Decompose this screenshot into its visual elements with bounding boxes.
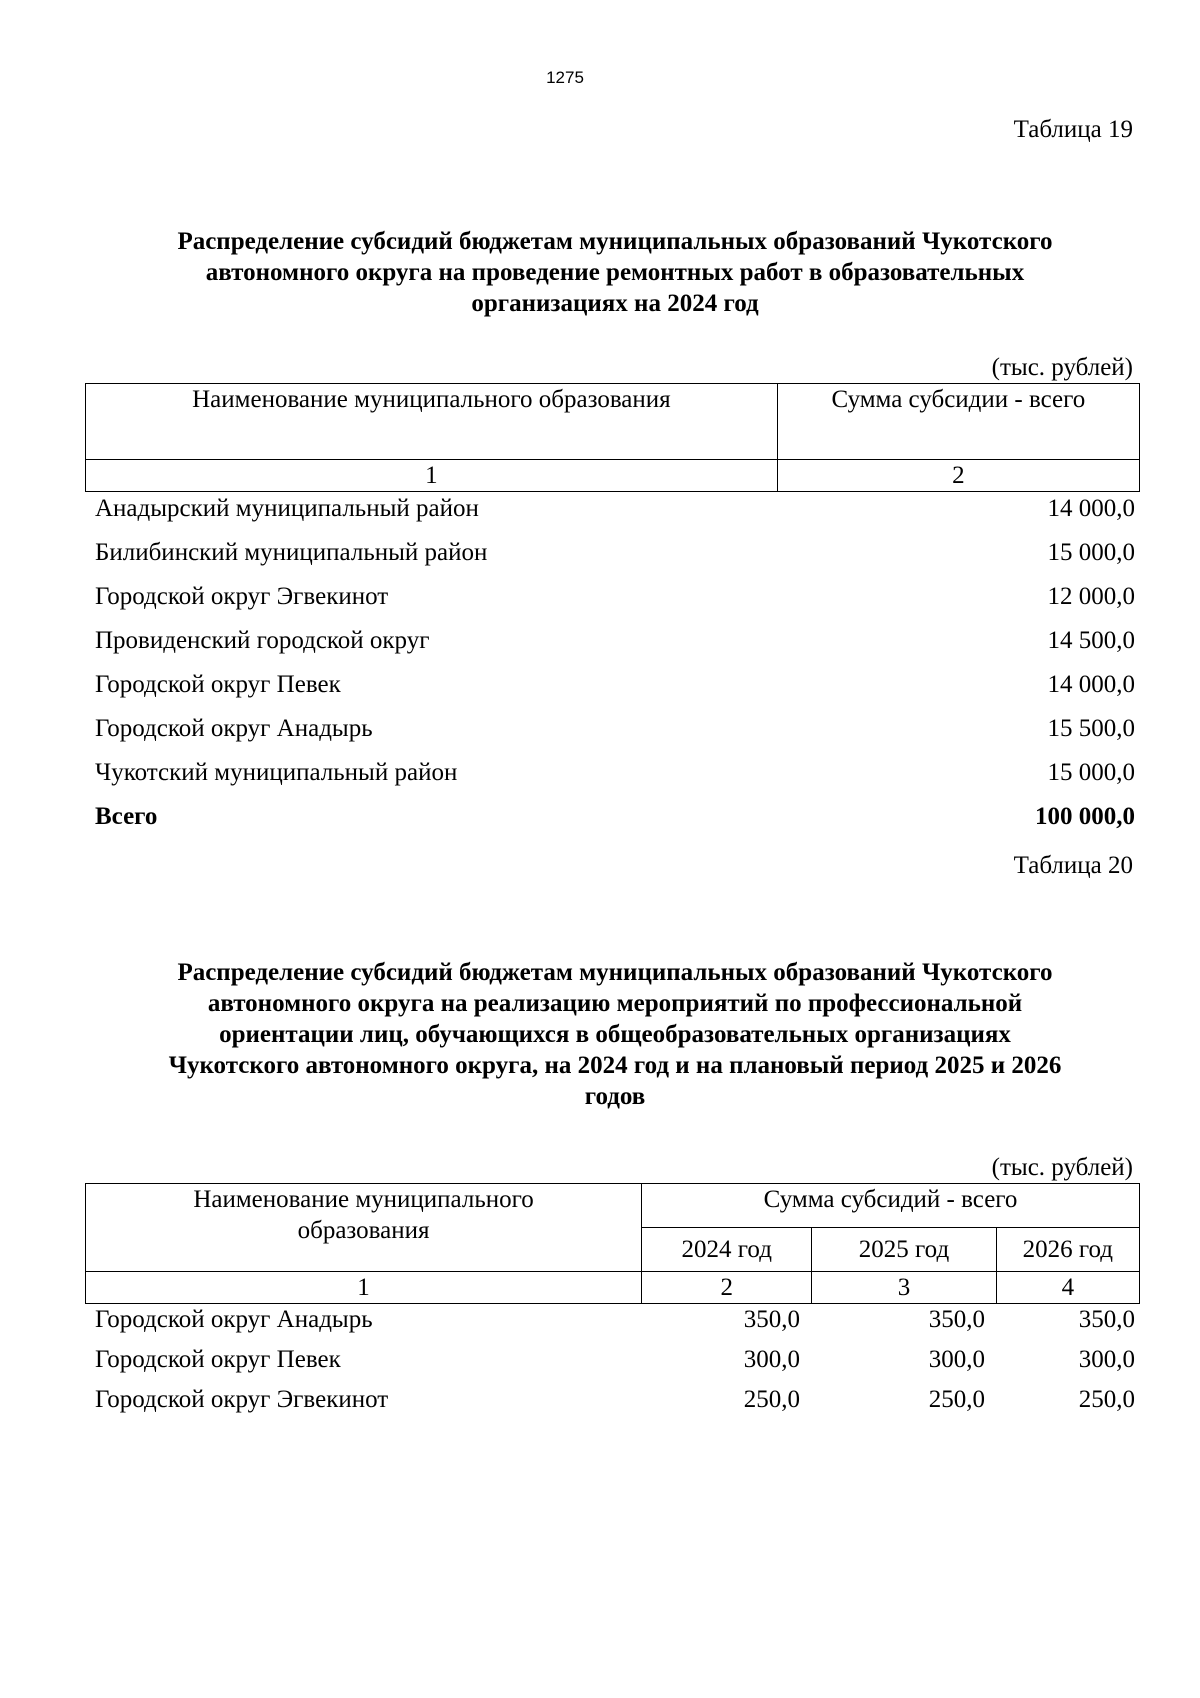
row-value-2024: 250,0: [743, 1386, 800, 1413]
page-number: 1275: [546, 68, 584, 87]
header-col-4: 4: [996, 1272, 1139, 1304]
row-name: Городской округ Анадырь: [95, 1306, 373, 1333]
table-20-label: Таблица 20: [1013, 852, 1133, 879]
header-sum: Сумма субсидии - всего: [777, 384, 1139, 460]
header-sum: Сумма субсидий - всего: [642, 1184, 1140, 1228]
table-19-header: [85, 383, 1140, 492]
title-line: автономного округа на проведение ремонтных работ в образовательных: [205, 259, 1025, 286]
row-name: Городской округ Анадырь: [95, 715, 373, 742]
row-value: 15 000,0: [1047, 759, 1135, 786]
header-col-3: 3: [812, 1272, 996, 1304]
row-name: Провиденский городской округ: [95, 627, 430, 654]
table-row: [95, 531, 1135, 575]
header-name-line: образования: [297, 1217, 430, 1244]
header-year-2026: 2026 год: [996, 1228, 1139, 1272]
row-name: Городской округ Певек: [95, 1346, 341, 1373]
table-row: [95, 751, 1135, 795]
header-col-2: 2: [642, 1272, 812, 1304]
header-name: [86, 1184, 642, 1272]
title-line: Чукотского автономного округа, на 2024 год и на плановый период 2025 и 2026: [168, 1052, 1062, 1079]
row-value-2025: 350,0: [928, 1306, 985, 1333]
table-20-units: (тыс. рублей): [991, 1154, 1133, 1181]
row-value: 15 500,0: [1047, 715, 1135, 742]
row-value: 14 500,0: [1047, 627, 1135, 654]
total-row: [95, 795, 1135, 839]
table-row: [95, 619, 1135, 663]
title-line: организациях на 2024 год: [471, 290, 759, 317]
header-col-1: 1: [86, 1272, 642, 1304]
table-20-header: [85, 1183, 1140, 1304]
header-year-2025: 2025 год: [812, 1228, 996, 1272]
table-row: [95, 487, 1135, 531]
table-19-title: [85, 226, 1145, 319]
table-20-title: [85, 957, 1145, 1112]
total-value: 100 000,0: [1035, 803, 1135, 830]
row-value-2026: 300,0: [1078, 1346, 1135, 1373]
header-year-2024: 2024 год: [642, 1228, 812, 1272]
table-row: [95, 1300, 1135, 1340]
title-line: Распределение субсидий бюджетам муниципальных образований Чукотского: [177, 228, 1053, 255]
row-name: Билибинский муниципальный район: [95, 539, 488, 566]
title-line: ориентации лиц, обучающихся в общеобразовательных организациях: [219, 1021, 1011, 1048]
title-line: автономного округа на реализацию мероприятий по профессиональной: [207, 990, 1023, 1017]
row-name: Городской округ Эгвекинот: [95, 1386, 389, 1413]
row-value: 12 000,0: [1047, 583, 1135, 610]
row-value: 14 000,0: [1047, 495, 1135, 522]
header-col-1: 1: [86, 460, 778, 492]
table-19-body: [95, 487, 1135, 839]
table-row: [95, 1340, 1135, 1380]
row-value-2026: 350,0: [1078, 1306, 1135, 1333]
table-20-body: [95, 1300, 1135, 1420]
row-value-2025: 250,0: [928, 1386, 985, 1413]
title-line: Распределение субсидий бюджетам муниципальных образований Чукотского: [177, 959, 1053, 986]
table-19-units: (тыс. рублей): [991, 354, 1133, 381]
header-name-line: Наименование муниципального: [193, 1186, 534, 1213]
row-value-2024: 350,0: [743, 1306, 800, 1333]
row-name: Городской округ Эгвекинот: [95, 583, 389, 610]
row-value-2024: 300,0: [743, 1346, 800, 1373]
table-row: [95, 663, 1135, 707]
row-value-2026: 250,0: [1078, 1386, 1135, 1413]
table-row: [95, 707, 1135, 751]
table-row: [95, 575, 1135, 619]
row-name: Анадырский муниципальный район: [95, 495, 479, 522]
title-line: годов: [584, 1083, 646, 1110]
table-19-label: Таблица 19: [1013, 116, 1133, 143]
header-name: Наименование муниципального образования: [86, 384, 778, 460]
row-value: 14 000,0: [1047, 671, 1135, 698]
header-col-2: 2: [777, 460, 1139, 492]
row-value: 15 000,0: [1047, 539, 1135, 566]
row-value-2025: 300,0: [928, 1346, 985, 1373]
row-name: Чукотский муниципальный район: [95, 759, 458, 786]
row-name: Городской округ Певек: [95, 671, 341, 698]
table-row: [95, 1380, 1135, 1420]
total-label: Всего: [95, 803, 158, 830]
